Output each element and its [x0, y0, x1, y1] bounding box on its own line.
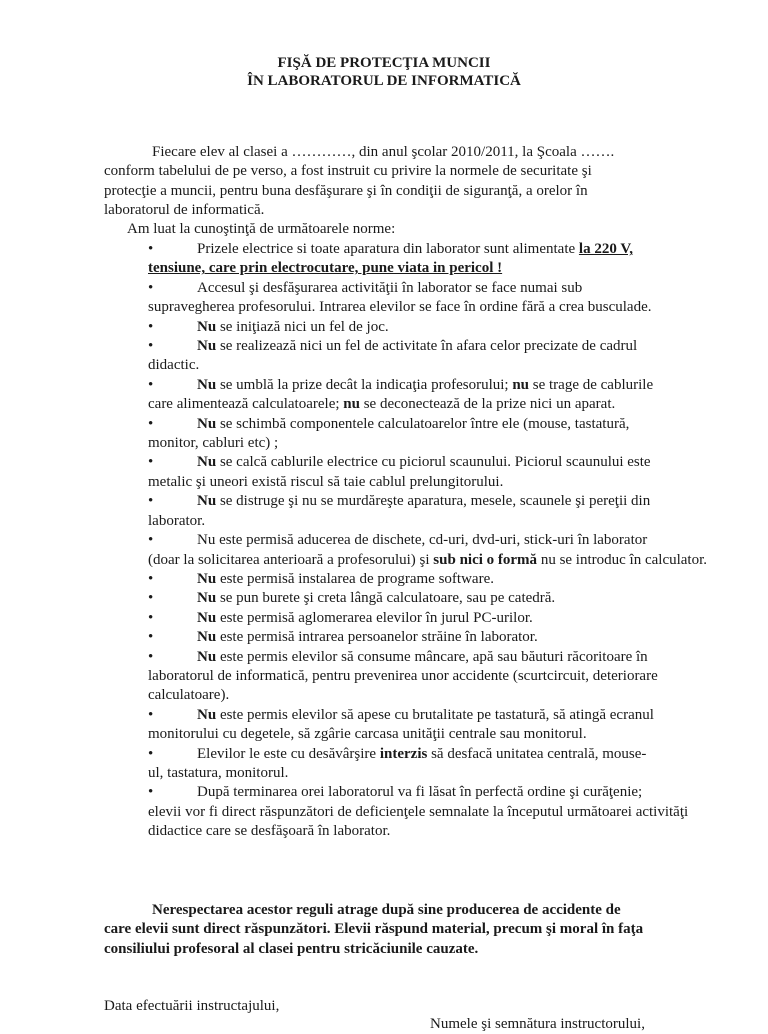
rule-item-4	[148, 337, 710, 356]
bullet: •	[148, 493, 154, 510]
warning-line-2: care elevii sunt direct răspunzători. Elevii răspund material, precum şi moral în faţa	[104, 921, 644, 938]
intro-line-2: conform tabelului de pe verso, a fost instruit cu privire la normele de securitate şi	[104, 163, 592, 180]
rule-1-continuation: tensiune, care prin electrocutare, pune viata in pericol !	[148, 260, 503, 277]
rule-text: este permisă instalarea de programe software.	[216, 570, 494, 587]
rule-text: se pun burete şi creta lângă calculatoare, sau pe catedră.	[216, 590, 556, 607]
bullet: •	[148, 241, 154, 257]
rule-nu: Nu	[197, 415, 217, 432]
rule-item-17	[148, 783, 710, 802]
rule-nu: Nu	[197, 454, 217, 471]
rule-item-15	[148, 706, 710, 725]
bullet: •	[148, 318, 154, 335]
rule-emphasis: la 220 V,	[578, 241, 633, 257]
rule-item-8	[148, 492, 710, 511]
rule-7-continuation: metalic şi uneori există riscul să taie cablul prelungitorului.	[148, 473, 504, 490]
bullet: •	[148, 706, 154, 723]
rule-item-11	[148, 589, 710, 608]
rule-nu: Nu	[197, 493, 217, 510]
bullet: •	[148, 784, 154, 801]
rule-text: este permisă aglomerarea elevilor în jurul PC-urilor.	[216, 609, 533, 626]
date-label: Data efectuării instructajului,	[104, 998, 280, 1014]
rule-text: După terminarea orei laboratorul va fi lăsat în perfectă ordine şi curăţenie;	[197, 784, 643, 801]
bullet: •	[148, 745, 154, 762]
rule-item-3	[148, 318, 710, 337]
bullet: •	[148, 454, 154, 471]
warning-paragraph	[104, 901, 714, 959]
rule-nu: Nu	[197, 570, 217, 587]
rule-nu: Nu	[197, 609, 217, 626]
rule-15-continuation: monitorului cu degetele, să zgârie carcasa unităţii centrale sau monitorul.	[148, 726, 587, 743]
rule-2-continuation: supravegherea profesorului. Intrarea elevilor se face în ordine fără a crea busculade.	[148, 299, 652, 316]
rule-text: se realizează nici un fel de activitate în afara celor precizate de cadrul	[216, 338, 638, 355]
rule-nu: Nu	[197, 338, 217, 355]
rule-nu: nu	[512, 376, 530, 393]
rule-text: care alimentează calculatoarele;	[148, 396, 344, 413]
bullet: •	[148, 338, 154, 355]
rule-nu: Nu	[197, 629, 217, 646]
bullet: •	[148, 648, 154, 665]
bullet: •	[148, 570, 154, 587]
rule-item-7	[148, 453, 710, 472]
rule-nu: Nu	[197, 318, 217, 335]
rule-9-continuation	[148, 551, 710, 570]
bullet: •	[148, 629, 154, 646]
rule-item-6	[148, 415, 710, 434]
rule-text: Nu este permisă aducerea de dischete, cd-uri, dvd-uri, stick-uri în laborator	[197, 532, 648, 549]
rule-16-continuation: ul, tastatura, monitorul.	[148, 764, 289, 781]
intro-line-3: protecţie a muncii, pentru buna desfăşurare şi în condiţii de siguranţă, a orelor în	[104, 182, 588, 199]
rule-text: este permisă intrarea persoanelor străine în laborator.	[216, 629, 538, 646]
rule-item-13	[148, 628, 710, 647]
warning-line-3: consiliului profesoral al clasei pentru stricăciunile cauzate.	[104, 940, 479, 957]
document-title-line2: ÎN LABORATORUL DE INFORMATICĂ	[247, 73, 521, 89]
rule-nu: Nu	[197, 590, 217, 607]
rule-text: Accesul şi desfăşurarea activităţii în laborator se face numai sub	[197, 279, 583, 296]
bullet: •	[148, 532, 154, 549]
rule-nu: nu	[343, 396, 360, 413]
signature-label: Numele şi semnătura instructorului,	[430, 1016, 645, 1032]
rule-14-continuation: laboratorul de informatică, pentru prevenirea unor accidente (scurtcircuit, deteriorare calculatoare).	[148, 667, 658, 704]
rule-text: Elevilor le este cu desăvârşire	[197, 745, 380, 762]
rule-text: este permis elevilor să apese cu brutalitate pe tastatură, să atingă ecranul	[216, 706, 654, 723]
rule-nu: Nu	[197, 376, 217, 393]
rule-item-12	[148, 609, 710, 628]
rule-text: se calcă cablurile electrice cu piciorul scaunului. Piciorul scaunului este	[216, 454, 651, 471]
rule-item-9	[148, 531, 710, 550]
rule-item-1	[148, 240, 710, 259]
rule-text: să desfacă unitatea centrală, mouse-	[427, 745, 647, 762]
rule-text: este permis elevilor să consume mâncare, apă sau băuturi răcoritoare în	[216, 648, 648, 665]
intro-line-1: Fiecare elev al clasei a …………, din anul şcolar 2010/2011, la Şcoala …….	[152, 144, 615, 160]
bullet: •	[148, 609, 154, 626]
rule-emphasis: interzis	[379, 745, 428, 762]
rule-text: se schimbă componentele calculatoarelor între ele (mouse, tastatură,	[216, 415, 630, 432]
bullet: •	[148, 279, 154, 296]
rule-text: Prizele electrice si toate aparatura din laborator sunt alimentate	[197, 241, 579, 257]
rule-5-continuation	[148, 395, 710, 414]
rule-item-10	[148, 570, 710, 589]
rule-nu: Nu	[197, 706, 217, 723]
rule-text: se deconectează de la prize nici un aparat.	[359, 396, 616, 413]
intro-paragraph	[104, 143, 710, 221]
intro-line-4: laboratorul de informatică.	[104, 202, 265, 219]
rule-item-5	[148, 376, 710, 395]
bullet: •	[148, 376, 154, 393]
rule-text: nu se introduc în calculator.	[537, 551, 708, 568]
norms-heading: Am luat la cunoştinţă de următoarele norme:	[127, 221, 396, 237]
rule-item-16	[148, 745, 710, 764]
rule-text: se umblă la prize decât la indicaţia profesorului;	[216, 376, 513, 393]
rule-text: se trage de cablurile	[529, 376, 654, 393]
rule-item-2	[148, 279, 710, 298]
bullet: •	[148, 415, 154, 432]
rule-item-14	[148, 648, 710, 667]
rule-emphasis: sub nici o formă	[433, 551, 538, 568]
rule-nu: Nu	[197, 648, 217, 665]
rule-8-continuation: laborator.	[148, 512, 206, 529]
rule-text: (doar la solicitarea anterioară a profesorului) şi	[148, 551, 434, 568]
document-title-line1: FIŞĂ DE PROTECŢIA MUNCII	[277, 55, 491, 71]
rule-4-continuation: didactic.	[148, 357, 200, 374]
rule-text: se distruge şi nu se murdăreşte aparatura, mesele, scaunele şi pereţii din	[216, 493, 651, 510]
rules-list	[148, 240, 710, 842]
rule-17-continuation: elevii vor fi direct răspunzători de deficienţele semnalate la începutul următoarei activităţi didactice care se desfăşoară în laborator.	[148, 803, 689, 840]
rule-text: se iniţiază nici un fel de joc.	[216, 318, 389, 335]
bullet: •	[148, 590, 154, 607]
warning-line-1: Nerespectarea acestor reguli atrage după sine producerea de accidente de	[152, 902, 621, 918]
rule-6-continuation: monitor, cabluri etc) ;	[148, 435, 279, 452]
